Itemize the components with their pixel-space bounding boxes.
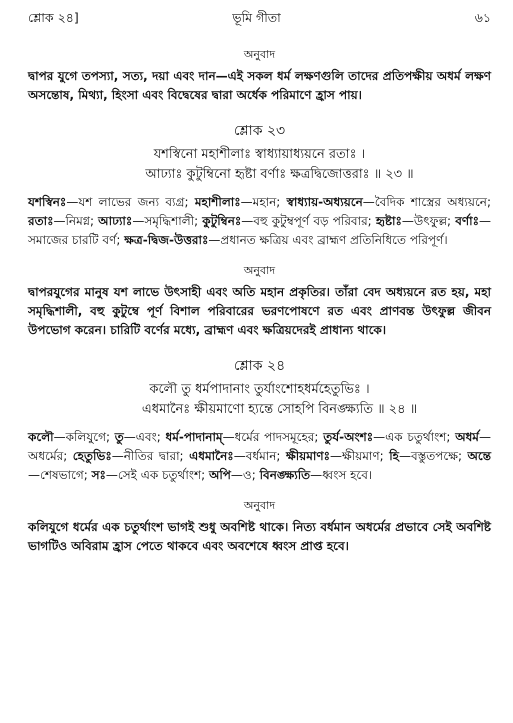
synonym-meaning: —প্রধানত ক্ষত্রিয় এবং ব্রাহ্মণ প্রতিনিধিতে পরিপূর্ণ।	[208, 233, 448, 247]
synonym-meaning: —এবং;	[123, 430, 166, 444]
synonym-meaning: —অধর্মের;	[28, 430, 491, 463]
synonym-term: ক্ষত্র-দ্বিজ-উত্তরাঃ	[124, 233, 209, 247]
synonym-meaning: —ক্ষীয়মাণ;	[330, 449, 390, 463]
translation-paragraph: দ্বাপরযুগের মানুষ যশ লাভে উৎসাহী এবং অতি মহান প্রকৃতির। তাঁরা বেদ অধ্যয়নে রত হয়, মহা সমৃদ্ধিশালী, বহু কুটুম্বে পূর্ণ বিশাল পরিবারের ভরণপোষণে রত এবং প্রাণবন্ত উৎফুল্ল জীবন উপভোগ করেন। চারিটি বর্ণের মধ্যে, ব্রাহ্মণ এবং ক্ষত্রিয়দেরই প্রাধান্য থাকে।	[28, 285, 491, 337]
synonym-term: আঢ্যাঃ	[98, 214, 133, 228]
synonym-term: তু	[114, 430, 124, 444]
synonym-term: তুর্য-অংশঃ	[323, 430, 374, 444]
synonym-meaning: —বস্তুতপক্ষে;	[398, 449, 468, 463]
synonym-term: অধর্ম	[455, 430, 479, 444]
synonym-term: হেতুভিঃ	[72, 449, 112, 463]
synonym-term: সঃ	[91, 468, 106, 482]
header-page-number: ৬১	[474, 10, 491, 25]
synonym-meaning: —বর্ধমান;	[233, 449, 286, 463]
synonym-term: ক্ষীয়মাণঃ	[285, 449, 331, 463]
synonym-meaning: —কলিযুগে;	[53, 430, 115, 444]
synonym-term: এধমানৈঃ	[189, 449, 234, 463]
header-book-title: ভূমি গীতা	[232, 10, 281, 25]
synonym-term: হি	[389, 449, 399, 463]
translation-label: অনুবাদ	[243, 264, 276, 277]
synonym-term: মহাশীলাঃ	[194, 195, 241, 209]
synonym-term: অপি	[208, 468, 231, 482]
verse-line: আঢ্যাঃ কুটুম্বিনো হৃষ্টা বর্ণাঃ ক্ষত্রদ্বিজোত্তরাঃ ॥ ২৩ ॥	[145, 167, 414, 182]
synonym-meaning: —ধর্মের পাদসমূহের;	[222, 430, 324, 444]
verse-line: কলৌ তু ধর্মপাদানাং তুর্যাংশোহধর্মহেতুভিঃ ।	[149, 382, 370, 397]
translation-paragraph: কলিযুগে ধর্মের এক চতুর্থাংশ ভাগই শুধু অবশিষ্ট থাকে। নিত্য বর্ধমান অধর্মের প্রভাবে সেই অবশিষ্ট ভাগটিও অবিরাম হ্রাস পেতে থাকবে এবং অবশেষে ধ্বংস প্রাপ্ত হবে।	[28, 520, 491, 553]
synonym-term: ধর্ম-পাদানাম্	[165, 430, 223, 444]
verse-line: যশস্বিনো মহাশীলাঃ স্বাধ্যায়াধ্যয়নে রতাঃ ।	[153, 147, 366, 162]
synonym-term: রতাঃ	[28, 214, 54, 228]
synonym-meaning: —শেষভাগে;	[28, 468, 92, 482]
synonym-term: বর্ণাঃ	[455, 214, 480, 228]
synonyms-paragraph	[28, 428, 491, 485]
synonyms-paragraph	[28, 193, 491, 250]
verse-title: শ্লোক ২৪	[233, 358, 286, 374]
synonym-meaning: —সমাজের চারটি বর্ণ;	[28, 214, 492, 247]
synonym-term: কলৌ	[28, 430, 54, 444]
page-header	[28, 10, 491, 34]
synonym-meaning: —ও;	[230, 468, 260, 482]
synonym-meaning: —সমৃদ্ধিশালী;	[132, 214, 203, 228]
header-verse-ref: শ্লোক ২৪]	[28, 10, 79, 25]
translation-label: অনুবাদ	[243, 499, 276, 512]
synonym-term: কুটুম্বিনঃ	[202, 214, 242, 228]
verse-title: শ্লোক ২৩	[233, 123, 286, 139]
synonym-meaning: —এক চতুর্থাংশ;	[373, 430, 456, 444]
synonym-meaning: —সেই এক চতুর্থাংশ;	[105, 468, 209, 482]
translation-label: অনুবাদ	[243, 48, 276, 61]
synonym-meaning: —নিমগ্ন;	[53, 214, 99, 228]
translation-paragraph: দ্বাপর যুগে তপস্যা, সত্য, দয়া এবং দান—এই সকল ধর্ম লক্ষণগুলি তাদের প্রতিপক্ষীয় অধর্ম লক্ষণ অসন্তোষ, মিথ্যা, হিংসা এবং বিদ্বেষের দ্বারা অর্ধেক পরিমাণে হ্রাস পায়।	[28, 69, 491, 102]
synonym-term: স্বাধ্যায়-অধ্যয়নে	[286, 195, 363, 209]
synonym-meaning: —ধ্বংস হবে।	[310, 468, 373, 482]
synonym-meaning: —উৎফুল্ল;	[401, 214, 456, 228]
synonym-meaning: —বৈদিক শাস্ত্রের অধ্যয়নে;	[362, 195, 492, 209]
synonym-meaning: —বহু কুটুম্বপূর্ণ বড় পরিবার;	[241, 214, 376, 228]
synonym-term: হৃষ্টাঃ	[375, 214, 402, 228]
synonym-term: যশস্বিনঃ	[28, 195, 67, 209]
synonym-meaning: —নীতির দ্বারা;	[111, 449, 190, 463]
synonym-term: অন্তে	[467, 449, 492, 463]
synonym-meaning: —মহান;	[240, 195, 287, 209]
verse-line: এধমানৈঃ ক্ষীয়মাণো হ্যন্তে সোহপি বিনঙ্ক্ষ্যতি ॥ ২৪ ॥	[141, 402, 418, 417]
synonym-meaning: —যশ লাভের জন্য ব্যগ্র;	[66, 195, 195, 209]
synonym-term: বিনঙ্ক্ষ্যতি	[259, 468, 311, 482]
